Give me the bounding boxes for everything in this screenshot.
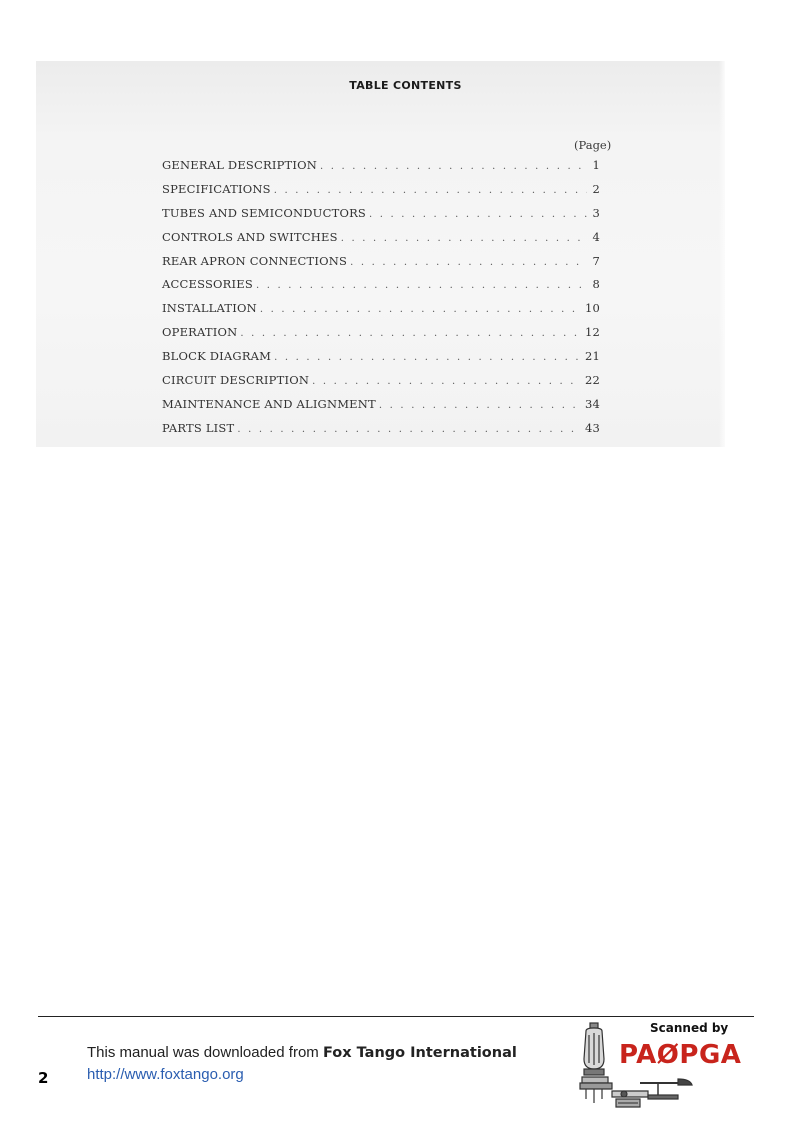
toc-row — [162, 373, 600, 397]
dot-leader — [256, 280, 587, 291]
dot-leader — [350, 257, 587, 268]
scanner-badge — [578, 1019, 756, 1111]
download-notice — [87, 1044, 517, 1061]
toc-entry-title: BLOCK DIAGRAM — [162, 349, 272, 364]
page-number: 2 — [38, 1069, 49, 1087]
dot-leader — [274, 352, 582, 363]
download-notice-text: This manual was downloaded from — [87, 1044, 323, 1061]
toc-entry-page: 21 — [584, 349, 600, 364]
toc-entry-title: ACCESSORIES — [162, 277, 253, 292]
toc-entry-page: 43 — [584, 420, 600, 435]
toc-entry-title: OPERATION — [162, 325, 238, 340]
toc-entry-page: 7 — [592, 253, 600, 268]
dot-leader — [240, 328, 582, 339]
toc-row — [162, 325, 600, 349]
toc-row — [162, 301, 600, 325]
toc-row — [162, 254, 600, 278]
toc-row — [162, 206, 600, 230]
dot-leader — [237, 424, 582, 435]
toc-entry-page: 34 — [584, 396, 600, 411]
dot-leader — [369, 209, 587, 220]
toc-entry-title: GENERAL DESCRIPTION — [162, 158, 318, 172]
scanner-callsign: PAØPGA — [619, 1040, 742, 1070]
toc-entry-title: SPECIFICATIONS — [162, 181, 271, 196]
dot-leader — [274, 185, 587, 196]
brand-name: Fox Tango International — [322, 1045, 517, 1061]
toc-entry-page: 22 — [584, 373, 600, 388]
toc-entry-title: REAR APRON CONNECTIONS — [162, 253, 348, 268]
toc-row — [162, 182, 600, 206]
toc-entry-title: TUBES AND SEMICONDUCTORS — [162, 205, 367, 220]
dot-leader — [260, 304, 582, 315]
toc-entry-page: 1 — [592, 158, 600, 172]
toc-entry-page: 12 — [584, 325, 600, 340]
dot-leader — [312, 376, 582, 387]
page-column-label: (Page) — [574, 138, 612, 152]
dot-leader — [379, 400, 582, 411]
toc-row — [162, 349, 600, 373]
toc-row — [162, 397, 600, 421]
toc-entry-page: 10 — [584, 301, 600, 316]
toc-entry-page: 3 — [592, 205, 600, 220]
toc-row — [162, 421, 600, 445]
scanned-page-image — [36, 61, 725, 447]
scanned-by-label: Scanned by — [650, 1021, 729, 1035]
toc-entry-page: 4 — [592, 229, 600, 244]
toc-entry-title: INSTALLATION — [162, 301, 257, 316]
toc-entry-title: MAINTENANCE AND ALIGNMENT — [162, 396, 376, 411]
toc-entry-title: PARTS LIST — [162, 420, 235, 435]
footer-divider — [38, 1016, 754, 1017]
dot-leader — [341, 233, 587, 244]
toc-entry-title: CONTROLS AND SWITCHES — [162, 229, 338, 244]
dot-leader — [320, 161, 587, 172]
toc-list — [162, 158, 600, 445]
toc-entry-title: CIRCUIT DESCRIPTION — [162, 373, 310, 388]
toc-title: TABLE CONTENTS — [349, 79, 462, 92]
toc-entry-page: 8 — [592, 277, 600, 292]
toc-row — [162, 277, 600, 301]
toc-row — [162, 158, 600, 182]
toc-row — [162, 230, 600, 254]
website-link[interactable]: http://www.foxtango.org — [87, 1066, 244, 1083]
toc-entry-page: 2 — [592, 181, 600, 196]
